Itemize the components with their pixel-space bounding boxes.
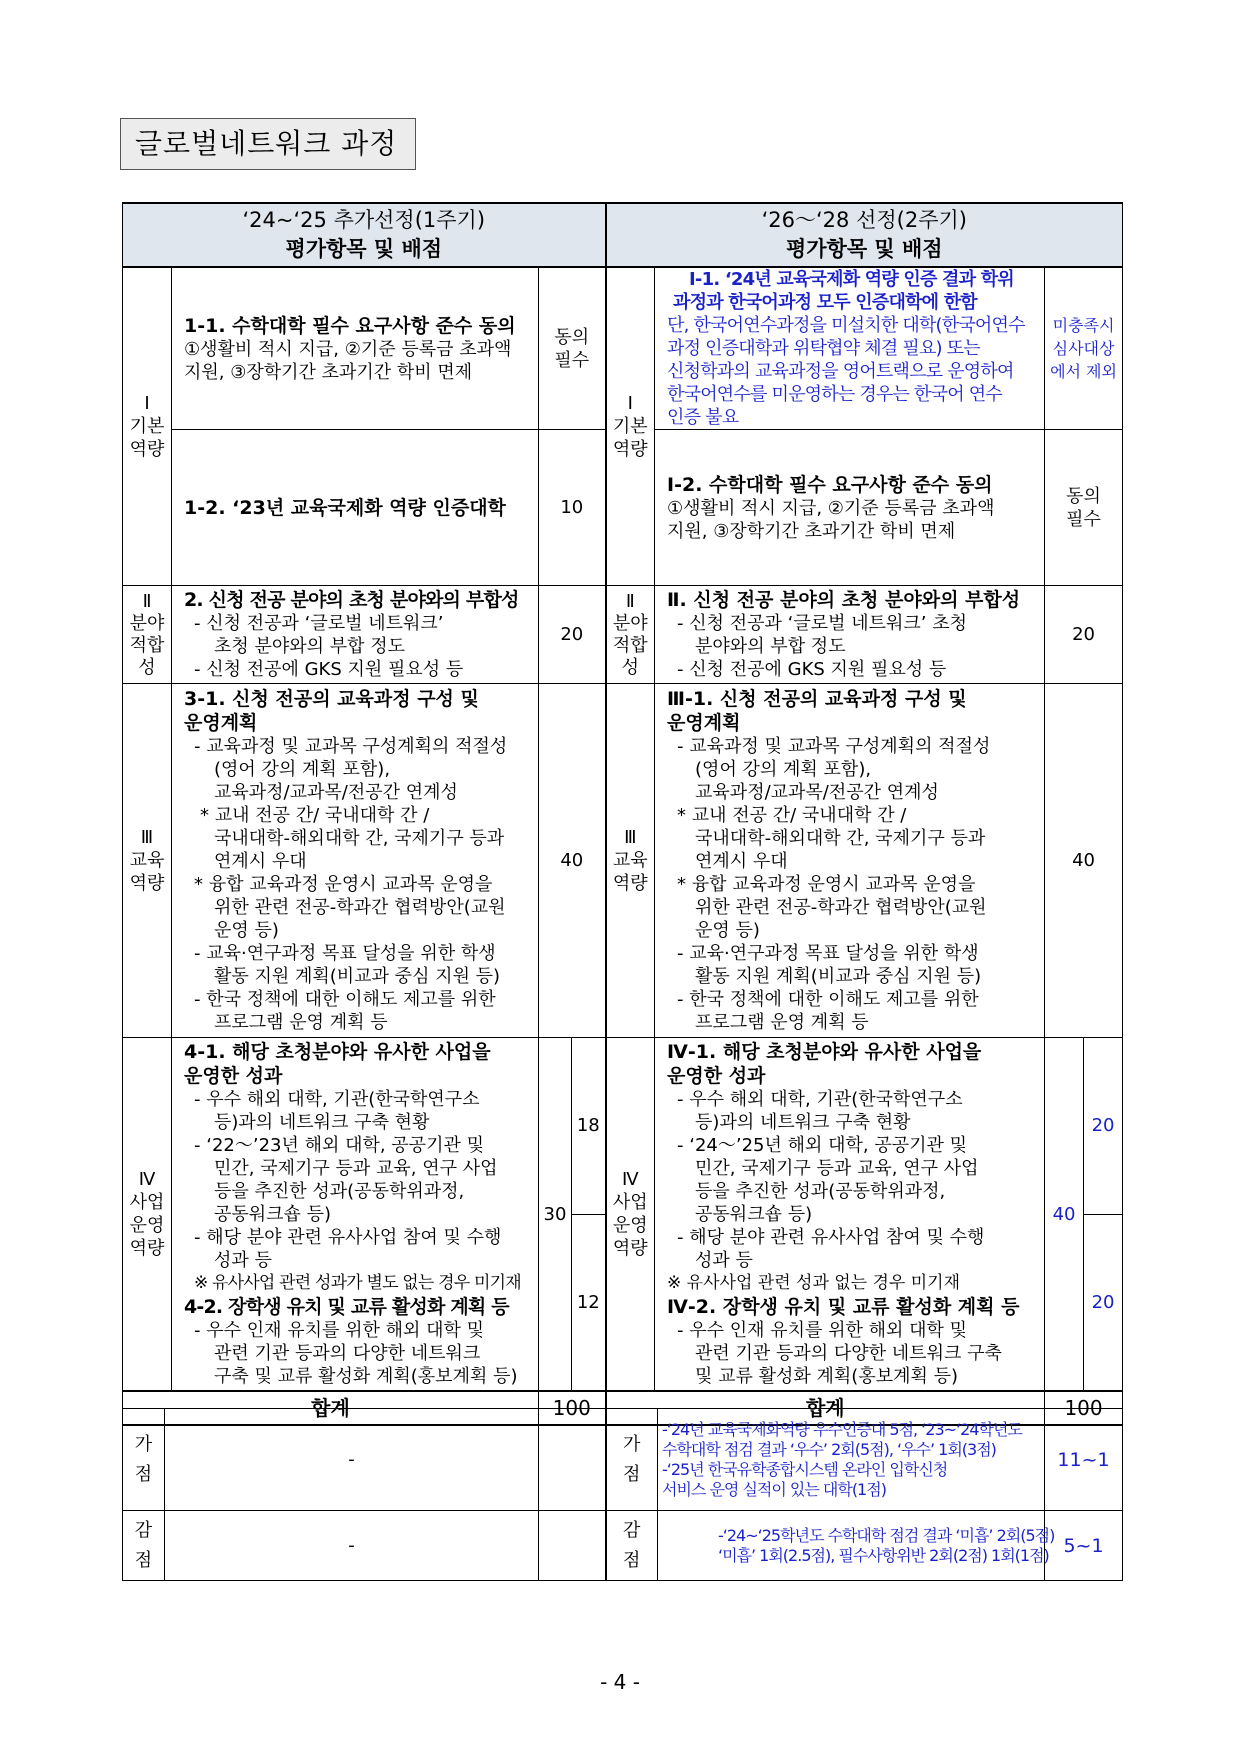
- item-text: 관련 기관 등과의 다양한 네트워크: [214, 1343, 481, 1364]
- penalty-text: ‘미흡’ 1회(2.5점), 필수사항위반 2회(2점) 1회(1점): [718, 1545, 1049, 1565]
- right-penalty-label: [606, 1511, 658, 1581]
- category-number: Ⅳ: [621, 1169, 639, 1190]
- item-heading: 1-2. ‘23년 교육국제화 역량 인증대학: [184, 496, 506, 519]
- category-label: 기본: [129, 416, 165, 437]
- right-category-1: [606, 267, 655, 586]
- note-text: 미충족시: [1052, 316, 1115, 335]
- category-label: 역량: [612, 1238, 648, 1259]
- penalty-label: 감: [134, 1519, 153, 1541]
- item-text: 프로그램 운영 계획 등: [695, 1012, 869, 1033]
- right-bonus-points: 11~1: [1045, 1409, 1123, 1511]
- item-text: 교육과정/교과목/전공간 연계성: [214, 782, 458, 803]
- item-text: 활동 지원 계획(비교과 중심 지원 등): [695, 966, 982, 987]
- item-text: - 신청 전공과 ‘글로벌 네트워크’: [194, 613, 444, 634]
- item-text: 등을 추진한 성과(공동학위과정,: [695, 1181, 946, 1202]
- item-text: - ‘24～’25년 해외 대학, 공공기관 및: [677, 1135, 967, 1156]
- item-text: 활동 지원 계획(비교과 중심 지원 등): [214, 966, 501, 987]
- category-number: Ⅲ: [624, 827, 637, 848]
- left-header: [123, 203, 606, 267]
- left-penalty-label: [123, 1511, 165, 1581]
- right-points-3: 40: [1045, 684, 1123, 1038]
- item-text: 구축 및 교류 활성화 계획(홍보계획 등): [214, 1366, 518, 1387]
- category-label: 역량: [129, 873, 165, 894]
- left-item-1-1: [172, 267, 539, 430]
- category-number: Ⅰ: [627, 393, 633, 414]
- left-item-4: [172, 1038, 539, 1392]
- left-points-2: 20: [539, 586, 606, 684]
- right-points-4-total: 40: [1045, 1038, 1084, 1392]
- item-text: 국내대학-해외대학 간, 국제기구 등과: [695, 828, 986, 849]
- left-category-1: [123, 267, 172, 586]
- item-text: - 신청 전공에 GKS 지원 필요성 등: [677, 659, 947, 680]
- category-number: Ⅰ: [144, 393, 150, 414]
- note-text: 에서 제외: [1050, 362, 1117, 381]
- item-heading: Ⅱ. 신청 전공 분야의 초청 분야와의 부합성: [667, 589, 1021, 611]
- item-heading: Ⅰ-1. ‘24년 교육국제화 역량 인증 결과 학위: [689, 269, 1014, 290]
- category-label: 기본: [612, 416, 648, 437]
- item-text: - 우수 인재 유치를 위한 해외 대학 및: [677, 1320, 968, 1341]
- category-label: 적합: [612, 634, 648, 656]
- item-text: - 신청 전공에 GKS 지원 필요성 등: [194, 659, 464, 680]
- left-category-4: [123, 1038, 172, 1392]
- left-header-period: ‘24~‘25 추가선정(1주기): [242, 208, 486, 232]
- item-text: 등)과의 네트워크 구축 현황: [695, 1112, 911, 1133]
- item-text: 민간, 국제기구 등과 교육, 연구 사업: [695, 1158, 979, 1179]
- item-text: - 해당 분야 관련 유사사업 참여 및 수행: [677, 1227, 985, 1248]
- item-text: ①생활비 적시 지급, ②기준 등록금 초과액: [184, 338, 512, 360]
- item-text: * 교내 전공 간/ 국내대학 간 /: [677, 805, 907, 826]
- left-bonus-points: [539, 1409, 606, 1511]
- right-bonus-text: [658, 1409, 1045, 1511]
- left-bonus-label: [123, 1409, 165, 1511]
- left-item-2: [172, 586, 539, 684]
- penalty-label: 감: [623, 1519, 641, 1541]
- bonus-text: -‘25년 한국유학종합시스템 온라인 입학신청: [662, 1459, 948, 1479]
- right-points-4-1: 20: [1084, 1038, 1123, 1215]
- item-text: 성과 등: [214, 1250, 272, 1271]
- points-text: 필수: [1066, 508, 1101, 530]
- category-label: 운영: [129, 1215, 165, 1236]
- right-bonus-label: [606, 1409, 658, 1511]
- points-text: 동의: [1066, 485, 1101, 507]
- item-text: - 신청 전공과 ‘글로벌 네트워크’ 초청: [677, 613, 968, 634]
- right-item-4: [655, 1038, 1045, 1392]
- item-heading: 1-1. 수학대학 필수 요구사항 준수 동의: [184, 314, 516, 337]
- item-heading: 운영한 성과: [667, 1065, 766, 1087]
- category-label: 분야: [129, 612, 165, 634]
- item-text: ※ 유사사업 관련 성과 없는 경우 미기재: [667, 1273, 961, 1293]
- penalty-row: [123, 1511, 1123, 1581]
- item-text: 및 교류 활성화 계획(홍보계획 등): [695, 1366, 959, 1387]
- points-text: 필수: [554, 349, 590, 371]
- right-category-4: [606, 1038, 655, 1392]
- item-text: 등을 추진한 성과(공동학위과정,: [214, 1181, 465, 1202]
- item-text: - 교육·연구과정 목표 달성을 위한 학생: [677, 943, 979, 964]
- points-text: 동의: [554, 326, 590, 348]
- item-heading: Ⅳ-2. 장학생 유치 및 교류 활성화 계획 등: [667, 1296, 1020, 1318]
- item-text: 지원, ③장학기간 초과기간 학비 면제: [184, 361, 473, 383]
- item-text: 인증 불요: [667, 407, 739, 428]
- category-label: 적합: [129, 634, 165, 656]
- bonus-label: 점: [134, 1463, 153, 1485]
- item-heading: 운영계획: [667, 712, 741, 734]
- table-row: [123, 684, 1123, 1038]
- item-text: 단, 한국어연수과정을 미설치한 대학(한국어연수: [667, 315, 1025, 336]
- left-points-4-total: 30: [539, 1038, 572, 1392]
- item-text: - 해당 분야 관련 유사사업 참여 및 수행: [194, 1227, 502, 1248]
- bonus-label: 가: [134, 1433, 153, 1455]
- left-points-4-1: 18: [572, 1038, 606, 1215]
- item-text: * 융합 교육과정 운영시 교과목 운영을: [194, 874, 493, 895]
- category-label: 역량: [129, 1238, 165, 1259]
- table-row: [123, 586, 1123, 684]
- item-text: * 교내 전공 간/ 국내대학 간 /: [200, 805, 430, 826]
- item-text: 운영 등): [214, 920, 279, 941]
- item-text: - 교육과정 및 교과목 구성계획의 적절성: [677, 736, 991, 757]
- left-bonus-value: -: [165, 1409, 539, 1511]
- item-text: 공동워크숍 등): [214, 1204, 332, 1225]
- left-points-4-2: 12: [572, 1214, 606, 1391]
- category-label: 교육: [612, 850, 648, 871]
- category-number: Ⅳ: [138, 1169, 156, 1190]
- item-text: - 교육과정 및 교과목 구성계획의 적절성: [194, 736, 508, 757]
- bonus-penalty-table: [122, 1408, 1123, 1581]
- right-total-label: 합계: [606, 1391, 1045, 1425]
- item-heading: Ⅲ-1. 신청 전공의 교육과정 구성 및: [667, 688, 967, 710]
- item-heading: 2. 신청 전공 분야의 초청 분야와의 부합성: [184, 589, 519, 611]
- table-header-row: [123, 203, 1123, 267]
- left-category-2: [123, 586, 172, 684]
- penalty-label: 점: [623, 1549, 641, 1571]
- right-penalty-text: [658, 1511, 1055, 1581]
- left-item-1-2: [172, 430, 539, 586]
- section-title: 글로벌네트워크 과정: [120, 118, 416, 170]
- item-text: (영어 강의 계획 포함),: [695, 759, 872, 780]
- page-number: - 4 -: [600, 1670, 640, 1694]
- category-label: 역량: [129, 439, 165, 460]
- table-row: [123, 267, 1123, 430]
- item-text: 위한 관련 전공-학과간 협력방안(교원: [695, 897, 987, 918]
- item-text: ①생활비 적시 지급, ②기준 등록금 초과액: [667, 497, 995, 519]
- right-item-2: [655, 586, 1045, 684]
- right-points-2: 20: [1045, 586, 1123, 684]
- item-heading: 3-1. 신청 전공의 교육과정 구성 및: [184, 688, 479, 710]
- item-text: 공동워크숍 등): [695, 1204, 813, 1225]
- right-points-4-2: 20: [1084, 1214, 1123, 1391]
- bonus-label: 점: [623, 1463, 641, 1485]
- item-text: - 우수 인재 유치를 위한 해외 대학 및: [194, 1320, 484, 1341]
- item-text: ※ 유사사업 관련 성과가 별도 없는 경우 미기재: [194, 1273, 521, 1293]
- item-text: - 우수 해외 대학, 기관(한국학연구소: [194, 1089, 480, 1110]
- right-category-2: [606, 586, 655, 684]
- bonus-text: -‘24년 교육국제화역량 우수인증대 5점, ‘23~‘24학년도: [662, 1419, 1022, 1439]
- right-points-1-2: [1045, 430, 1123, 586]
- item-heading: 과정과 한국어과정 모두 인증대학에 한함: [673, 292, 977, 313]
- item-text: - ‘22～’23년 해외 대학, 공공기관 및: [194, 1135, 484, 1156]
- bonus-label: 가: [623, 1433, 641, 1455]
- right-header-label: 평가항목 및 배점: [785, 237, 943, 261]
- item-text: * 융합 교육과정 운영시 교과목 운영을: [677, 874, 976, 895]
- item-text: 과정 인증대학과 위탁협약 체결 필요) 또는: [667, 338, 980, 359]
- evaluation-table: [122, 202, 1123, 1426]
- item-text: 분야와의 부합 정도: [695, 636, 846, 657]
- category-label: 역량: [612, 873, 648, 894]
- item-heading: 운영한 성과: [184, 1065, 283, 1087]
- item-heading: 4-2. 장학생 유치 및 교류 활성화 계획 등: [184, 1296, 509, 1318]
- left-points-3: 40: [539, 684, 606, 1038]
- item-text: - 우수 해외 대학, 기관(한국학연구소: [677, 1089, 963, 1110]
- item-text: 국내대학-해외대학 간, 국제기구 등과: [214, 828, 505, 849]
- left-points-1-2: 10: [539, 430, 606, 586]
- category-label: 운영: [612, 1215, 648, 1236]
- item-text: 연계시 우대: [214, 851, 307, 872]
- left-penalty-points: [539, 1511, 606, 1581]
- note-text: 심사대상: [1052, 339, 1115, 358]
- item-text: 초청 분야와의 부합 정도: [214, 636, 406, 657]
- item-heading: Ⅳ-1. 해당 초청분야와 유사한 사업을: [667, 1041, 982, 1063]
- item-text: 위한 관련 전공-학과간 협력방안(교원: [214, 897, 506, 918]
- item-text: - 한국 정책에 대한 이해도 제고를 위한: [194, 989, 496, 1010]
- table-row: [123, 1038, 1123, 1215]
- category-label: 분야: [612, 612, 648, 634]
- left-points-1-1: [539, 267, 606, 430]
- item-text: 관련 기관 등과의 다양한 네트워크 구축: [695, 1343, 1002, 1364]
- item-heading: 운영계획: [184, 712, 258, 734]
- right-header: [606, 203, 1123, 267]
- left-category-3: [123, 684, 172, 1038]
- item-text: 민간, 국제기구 등과 교육, 연구 사업: [214, 1158, 498, 1179]
- item-text: 신청학과의 교육과정을 영어트랙으로 운영하여: [667, 361, 1014, 382]
- left-header-label: 평가항목 및 배점: [285, 237, 443, 261]
- item-text: 한국어연수를 미운영하는 경우는 한국어 연수: [667, 384, 1002, 405]
- item-text: 성과 등: [695, 1250, 753, 1271]
- item-text: 지원, ③장학기간 초과기간 학비 면제: [667, 520, 956, 542]
- category-label: 역량: [612, 439, 648, 460]
- right-header-period: ‘26～‘28 선정(2주기): [761, 208, 967, 232]
- left-item-3-1: [172, 684, 539, 1038]
- item-heading: 4-1. 해당 초청분야와 유사한 사업을: [184, 1041, 491, 1063]
- left-total-label: 합계: [123, 1391, 539, 1425]
- item-text: - 한국 정책에 대한 이해도 제고를 위한: [677, 989, 979, 1010]
- right-category-3: [606, 684, 655, 1038]
- category-label: 사업: [129, 1192, 165, 1213]
- item-text: (영어 강의 계획 포함),: [214, 759, 391, 780]
- right-total-value: 100: [1045, 1391, 1123, 1425]
- bonus-row: [123, 1409, 1123, 1511]
- category-label: 사업: [612, 1192, 648, 1213]
- right-note-1-1: [1045, 267, 1123, 430]
- category-label: 성: [138, 656, 156, 678]
- bonus-text: 서비스 운영 실적이 있는 대학(1점): [662, 1479, 886, 1499]
- category-number: Ⅲ: [140, 827, 154, 848]
- item-heading: Ⅰ-2. 수학대학 필수 요구사항 준수 동의: [667, 473, 993, 496]
- left-penalty-value: -: [165, 1511, 539, 1581]
- left-total-value: 100: [539, 1391, 606, 1425]
- right-item-1-1: [655, 267, 1045, 430]
- penalty-text: -‘24~‘25학년도 수학대학 점검 결과 ‘미흡’ 2회(5점): [718, 1525, 1055, 1545]
- bonus-text: 수학대학 점검 결과 ‘우수’ 2회(5점), ‘우수’ 1회(3점): [662, 1439, 996, 1459]
- item-text: 등)과의 네트워크 구축 현황: [214, 1112, 430, 1133]
- right-penalty-points: 5~1: [1045, 1511, 1123, 1581]
- category-label: 성: [621, 656, 639, 678]
- item-text: 교육과정/교과목/전공간 연계성: [695, 782, 939, 803]
- item-text: 프로그램 운영 계획 등: [214, 1012, 388, 1033]
- penalty-label: 점: [134, 1549, 153, 1571]
- category-number: Ⅱ: [142, 590, 152, 612]
- item-text: - 교육·연구과정 목표 달성을 위한 학생: [194, 943, 496, 964]
- right-item-3-1: [655, 684, 1045, 1038]
- item-text: 운영 등): [695, 920, 760, 941]
- category-label: 교육: [129, 850, 165, 871]
- category-number: Ⅱ: [625, 590, 635, 612]
- item-text: 연계시 우대: [695, 851, 788, 872]
- right-item-1-2: [655, 430, 1045, 586]
